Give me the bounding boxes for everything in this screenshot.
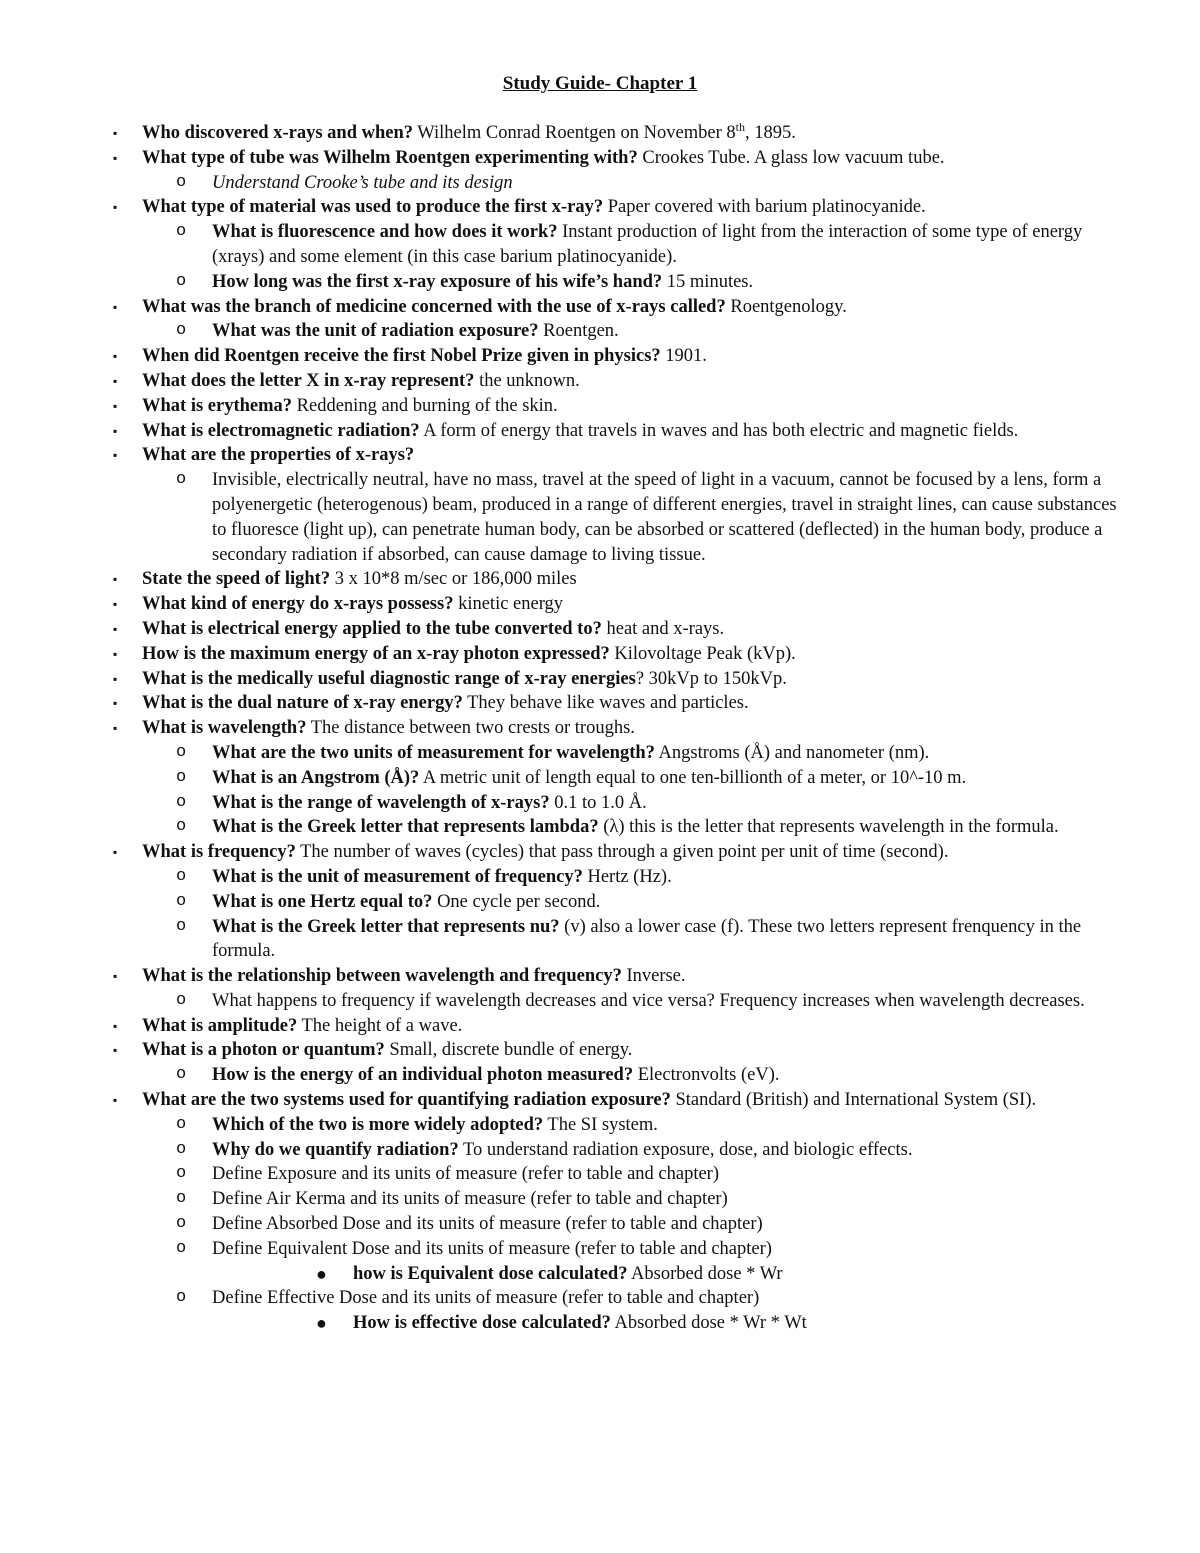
- answer: One cycle per second.: [432, 891, 601, 912]
- answer: Paper covered with barium platinocyanide.: [603, 197, 926, 218]
- square-bullet-icon: ▪: [113, 299, 118, 314]
- question: What is the Greek letter that represents lambda?: [212, 817, 599, 838]
- circle-bullet-icon: o: [176, 271, 187, 291]
- answer: heat and x-rays.: [601, 618, 725, 639]
- list-item: [0, 1311, 1200, 1336]
- answer: Absorbed dose * Wr * Wt: [610, 1313, 807, 1334]
- question: What is the unit of measurement of frequency?: [212, 866, 583, 887]
- circle-bullet-icon: o: [176, 1114, 187, 1134]
- list-item: [0, 1262, 1200, 1287]
- answer: A form of energy that travels in waves and has both electric and magnetic fields.: [419, 420, 1019, 441]
- answer: (λ) this is the letter that represents wavelength in the formula.: [598, 817, 1059, 838]
- list-item: [0, 592, 1200, 617]
- list-item: [0, 195, 1200, 220]
- answer: Inverse.: [621, 966, 686, 987]
- answer: , 1895.: [744, 123, 796, 143]
- answer: The SI system.: [543, 1114, 658, 1135]
- question: Who discovered x-rays and when?: [142, 123, 414, 143]
- list-item: [0, 171, 1200, 196]
- question: What is the medically useful diagnostic range of x-ray energies: [142, 668, 636, 689]
- superscript: th: [735, 119, 745, 134]
- page-title: Study Guide- Chapter 1: [502, 73, 698, 94]
- list-item: [0, 295, 1200, 320]
- answer: Define Exposure and its units of measure (refer to table and chapter): [212, 1164, 720, 1185]
- list-item: [0, 319, 1200, 344]
- answer: Reddening and burning of the skin.: [292, 395, 558, 416]
- study-guide-list: [0, 121, 1200, 1336]
- list-item: [0, 369, 1200, 394]
- list-item: [0, 1212, 1200, 1237]
- list-item: [0, 989, 1200, 1014]
- circle-bullet-icon: o: [176, 767, 187, 787]
- answer: Crookes Tube. A glass low vacuum tube.: [637, 147, 945, 168]
- dot-bullet-icon: ●: [316, 1263, 327, 1284]
- circle-bullet-icon: o: [176, 1214, 187, 1234]
- answer: Wilhelm Conrad Roentgen on November 8: [413, 123, 736, 143]
- question: What is amplitude?: [142, 1015, 298, 1036]
- question: When did Roentgen receive the first Nobel Prize given in physics?: [142, 346, 661, 367]
- circle-bullet-icon: o: [176, 1139, 187, 1159]
- question: What is the range of wavelength of x-rays?: [212, 792, 550, 813]
- answer: The distance between two crests or troughs.: [306, 718, 635, 739]
- circle-bullet-icon: o: [176, 792, 187, 812]
- square-bullet-icon: ▪: [113, 721, 118, 736]
- list-item: [0, 1286, 1200, 1311]
- list-item: [0, 121, 1200, 146]
- list-item: [0, 915, 1200, 965]
- question: How long was the first x-ray exposure of his wife’s hand?: [212, 271, 663, 292]
- circle-bullet-icon: o: [176, 1288, 187, 1308]
- question: What type of material was used to produce the first x-ray?: [142, 197, 604, 218]
- list-item: [0, 741, 1200, 766]
- square-bullet-icon: ▪: [113, 572, 118, 587]
- list-item: [0, 667, 1200, 692]
- list-item: [0, 1187, 1200, 1212]
- circle-bullet-icon: o: [176, 1164, 187, 1184]
- answer: Roentgenology.: [725, 296, 847, 317]
- square-bullet-icon: ▪: [113, 696, 118, 711]
- dot-bullet-icon: ●: [316, 1313, 327, 1334]
- square-bullet-icon: ▪: [113, 126, 118, 140]
- question: What is the relationship between wavelength and frequency?: [142, 966, 622, 987]
- answer: Define Equivalent Dose and its units of measure (refer to table and chapter): [212, 1238, 772, 1259]
- list-item: [0, 1014, 1200, 1039]
- list-item: [0, 344, 1200, 369]
- square-bullet-icon: ▪: [113, 398, 118, 413]
- answer: The height of a wave.: [297, 1015, 463, 1036]
- answer: ? 30kVp to 150kVp.: [635, 668, 787, 689]
- answer: 15 minutes.: [662, 271, 754, 292]
- circle-bullet-icon: o: [176, 1065, 187, 1085]
- list-item: [0, 642, 1200, 667]
- answer: To understand radiation exposure, dose, and biologic effects.: [458, 1139, 913, 1160]
- square-bullet-icon: ▪: [113, 200, 118, 215]
- answer: Define Absorbed Dose and its units of measure (refer to table and chapter): [212, 1214, 763, 1235]
- answer: Kilovoltage Peak (kVp).: [609, 643, 796, 664]
- list-item: [0, 964, 1200, 989]
- question: What are the properties of x-rays?: [142, 445, 415, 466]
- list-item: [0, 1162, 1200, 1187]
- list-item: [0, 766, 1200, 791]
- answer: Electronvolts (eV).: [633, 1065, 780, 1086]
- question: What is wavelength?: [142, 718, 307, 739]
- list-item: [0, 1113, 1200, 1138]
- square-bullet-icon: ▪: [113, 448, 118, 463]
- note: Understand Crooke’s tube and its design: [212, 172, 513, 193]
- circle-bullet-icon: o: [176, 817, 187, 837]
- question: how is Equivalent dose calculated?: [353, 1263, 628, 1284]
- square-bullet-icon: ▪: [113, 1018, 118, 1033]
- list-item: [0, 791, 1200, 816]
- answer: the unknown.: [474, 370, 580, 391]
- answer: 1901.: [660, 346, 707, 367]
- square-bullet-icon: ▪: [113, 373, 118, 388]
- question: State the speed of light?: [142, 569, 331, 590]
- circle-bullet-icon: o: [176, 222, 187, 242]
- list-item: [0, 1138, 1200, 1163]
- question: What is the Greek letter that represents nu?: [212, 916, 560, 937]
- answer: 0.1 to 1.0 Å.: [549, 792, 647, 813]
- square-bullet-icon: ▪: [113, 150, 118, 165]
- square-bullet-icon: ▪: [113, 423, 118, 438]
- answer: Small, discrete bundle of energy.: [384, 1040, 633, 1061]
- answer: Standard (British) and International System (SI).: [670, 1090, 1037, 1111]
- circle-bullet-icon: o: [176, 891, 187, 911]
- list-item: [0, 270, 1200, 295]
- question: How is effective dose calculated?: [353, 1313, 611, 1334]
- circle-bullet-icon: o: [176, 916, 187, 936]
- answer: The number of waves (cycles) that pass through a given point per unit of time (second).: [295, 842, 949, 863]
- question: What was the branch of medicine concerned with the use of x-rays called?: [142, 296, 726, 317]
- circle-bullet-icon: o: [176, 321, 187, 341]
- question: How is the energy of an individual photon measured?: [212, 1065, 634, 1086]
- list-item: [0, 691, 1200, 716]
- question: What is electromagnetic radiation?: [142, 420, 420, 441]
- list-item: [0, 1063, 1200, 1088]
- list-item: [0, 146, 1200, 171]
- list-item: [0, 468, 1200, 567]
- square-bullet-icon: ▪: [113, 1093, 118, 1108]
- circle-bullet-icon: o: [176, 1238, 187, 1258]
- list-item: [0, 890, 1200, 915]
- circle-bullet-icon: o: [176, 742, 187, 762]
- square-bullet-icon: ▪: [113, 646, 118, 661]
- list-item: [0, 419, 1200, 444]
- answer: They behave like waves and particles.: [462, 693, 749, 714]
- answer: (v) also a lower case (f). These two letters represent frenquency in the formula.: [212, 916, 1082, 962]
- answer: Define Effective Dose and its units of measure (refer to table and chapter): [212, 1288, 760, 1309]
- question: What type of tube was Wilhelm Roentgen experimenting with?: [142, 147, 638, 168]
- question: Which of the two is more widely adopted?: [212, 1114, 544, 1135]
- square-bullet-icon: ▪: [113, 671, 118, 686]
- question: What is one Hertz equal to?: [212, 891, 433, 912]
- square-bullet-icon: ▪: [113, 349, 118, 364]
- answer: Define Air Kerma and its units of measure (refer to table and chapter): [212, 1189, 728, 1210]
- square-bullet-icon: ▪: [113, 969, 118, 984]
- question: What was the unit of radiation exposure?: [212, 321, 539, 342]
- list-item: [0, 815, 1200, 840]
- square-bullet-icon: ▪: [113, 1043, 118, 1058]
- list-item: [0, 840, 1200, 865]
- question: What are the two systems used for quantifying radiation exposure?: [142, 1090, 671, 1111]
- list-item: [0, 716, 1200, 741]
- question: What is electrical energy applied to the tube converted to?: [142, 618, 602, 639]
- circle-bullet-icon: o: [176, 172, 187, 192]
- answer: Angstroms (Å) and nanometer (nm).: [654, 742, 930, 763]
- answer: Instant production of light from the interaction of some type of energy (xrays) and some element (in this case barium platinocyanide).: [212, 222, 1083, 267]
- circle-bullet-icon: o: [176, 1189, 187, 1209]
- question: What is fluorescence and how does it work?: [212, 222, 558, 243]
- question: What kind of energy do x-rays possess?: [142, 594, 454, 615]
- question: Why do we quantify radiation?: [212, 1139, 459, 1160]
- circle-bullet-icon: o: [176, 866, 187, 886]
- question: What is an Angstrom (Å)?: [212, 767, 420, 788]
- list-item: [0, 617, 1200, 642]
- list-item: [0, 220, 1200, 270]
- list-item: [0, 865, 1200, 890]
- question: What is frequency?: [142, 842, 296, 863]
- answer: Hertz (Hz).: [582, 866, 672, 887]
- list-item: [0, 1088, 1200, 1113]
- square-bullet-icon: ▪: [113, 845, 118, 860]
- question: What is the dual nature of x-ray energy?: [142, 693, 463, 714]
- square-bullet-icon: ▪: [113, 597, 118, 612]
- question: What is a photon or quantum?: [142, 1040, 385, 1061]
- list-item: [0, 567, 1200, 592]
- circle-bullet-icon: o: [176, 470, 187, 490]
- answer: Invisible, electrically neutral, have no mass, travel at the speed of light in a vacuum, cannot be focused by a lens, form a polyenergetic (heterogenous) beam, produced in a range of different energies, travel in straight lines, can cause substances to fluoresce (light up), can penetrate human body, can be absorbed or scattered (deflected) in the human body, produce a secondary radiation if absorbed, can cause damage to living tissue.: [212, 470, 1117, 565]
- answer: 3 x 10*8 m/sec or 186,000 miles: [330, 569, 577, 590]
- question: What does the letter X in x-ray represent?: [142, 370, 475, 391]
- answer: What happens to frequency if wavelength decreases and vice versa? Frequency increases when wavelength decreases.: [212, 990, 1085, 1011]
- answer: kinetic energy: [453, 594, 564, 615]
- answer: Absorbed dose * Wr: [627, 1263, 783, 1284]
- question: How is the maximum energy of an x-ray photon expressed?: [142, 643, 610, 664]
- circle-bullet-icon: o: [176, 990, 187, 1010]
- list-item: [0, 443, 1200, 468]
- question: What are the two units of measurement for wavelength?: [212, 742, 655, 763]
- list-item: [0, 1237, 1200, 1262]
- question: What is erythema?: [142, 395, 293, 416]
- answer: Roentgen.: [538, 321, 619, 342]
- list-item: [0, 1038, 1200, 1063]
- list-item: [0, 394, 1200, 419]
- answer: A metric unit of length equal to one ten-billionth of a meter, or 10^-10 m.: [419, 767, 967, 788]
- square-bullet-icon: ▪: [113, 621, 118, 636]
